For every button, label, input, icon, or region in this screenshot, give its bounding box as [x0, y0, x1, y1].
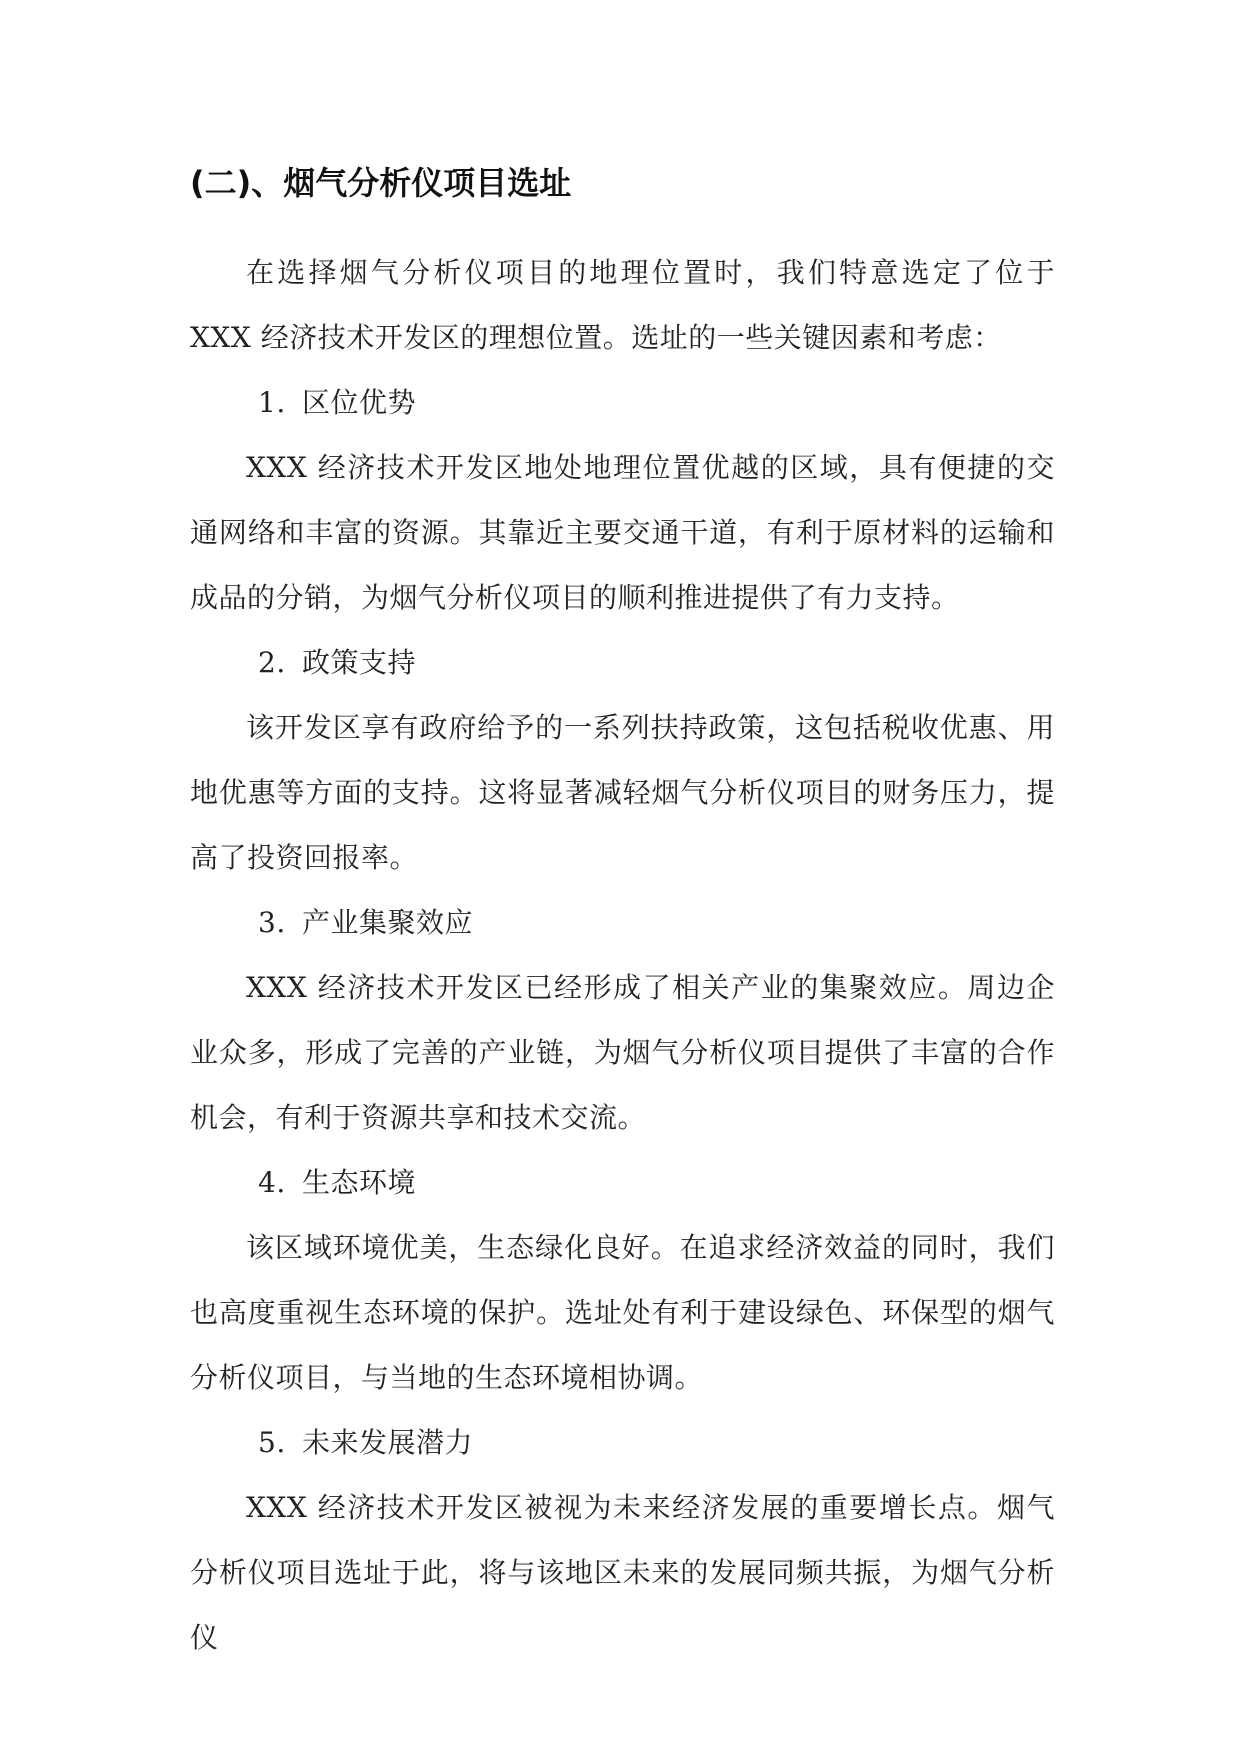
factor-paragraph-5: XXX 经济技术开发区被视为未来经济发展的重要增长点。烟气分析仪项目选址于此，将与该地区未来的发展同频共振，为烟气分析仪	[190, 1491, 1055, 1654]
factor-title: 政策支持	[302, 646, 417, 679]
factor-title: 产业集聚效应	[302, 906, 474, 939]
factor-title: 生态环境	[302, 1166, 417, 1199]
factor-number: 2.	[258, 646, 286, 679]
factor-heading-1	[190, 370, 1055, 435]
factor-title: 区位优势	[302, 386, 417, 419]
factor-heading-4	[190, 1150, 1055, 1215]
factor-heading-2	[190, 630, 1055, 695]
factor-paragraph-3: XXX 经济技术开发区已经形成了相关产业的集聚效应。周边企业众多，形成了完善的产业链，为烟气分析仪项目提供了丰富的合作机会，有利于资源共享和技术交流。	[190, 971, 1055, 1134]
factor-paragraph-4: 该区域环境优美，生态绿化良好。在追求经济效益的同时，我们也高度重视生态环境的保护。选址处有利于建设绿色、环保型的烟气分析仪项目，与当地的生态环境相协调。	[190, 1231, 1055, 1394]
intro-paragraph: 在选择烟气分析仪项目的地理位置时，我们特意选定了位于 XXX 经济技术开发区的理想位置。选址的一些关键因素和考虑：	[190, 256, 1055, 354]
factor-paragraph-1: XXX 经济技术开发区地处地理位置优越的区域，具有便捷的交通网络和丰富的资源。其靠近主要交通干道，有利于原材料的运输和成品的分销，为烟气分析仪项目的顺利推进提供了有力支持。	[190, 451, 1055, 614]
factor-title: 未来发展潜力	[302, 1426, 474, 1459]
factor-heading-3	[190, 890, 1055, 955]
factor-paragraph-2: 该开发区享有政府给予的一系列扶持政策，这包括税收优惠、用地优惠等方面的支持。这将显著减轻烟气分析仪项目的财务压力，提高了投资回报率。	[190, 711, 1055, 874]
factor-number: 5.	[258, 1426, 286, 1459]
factor-number: 1.	[258, 386, 286, 419]
factor-heading-5	[190, 1410, 1055, 1475]
factor-number: 4.	[258, 1166, 286, 1199]
section-body	[190, 240, 1055, 1670]
section-heading: (二)、烟气分析仪项目选址	[190, 164, 572, 202]
factor-number: 3.	[258, 906, 286, 939]
